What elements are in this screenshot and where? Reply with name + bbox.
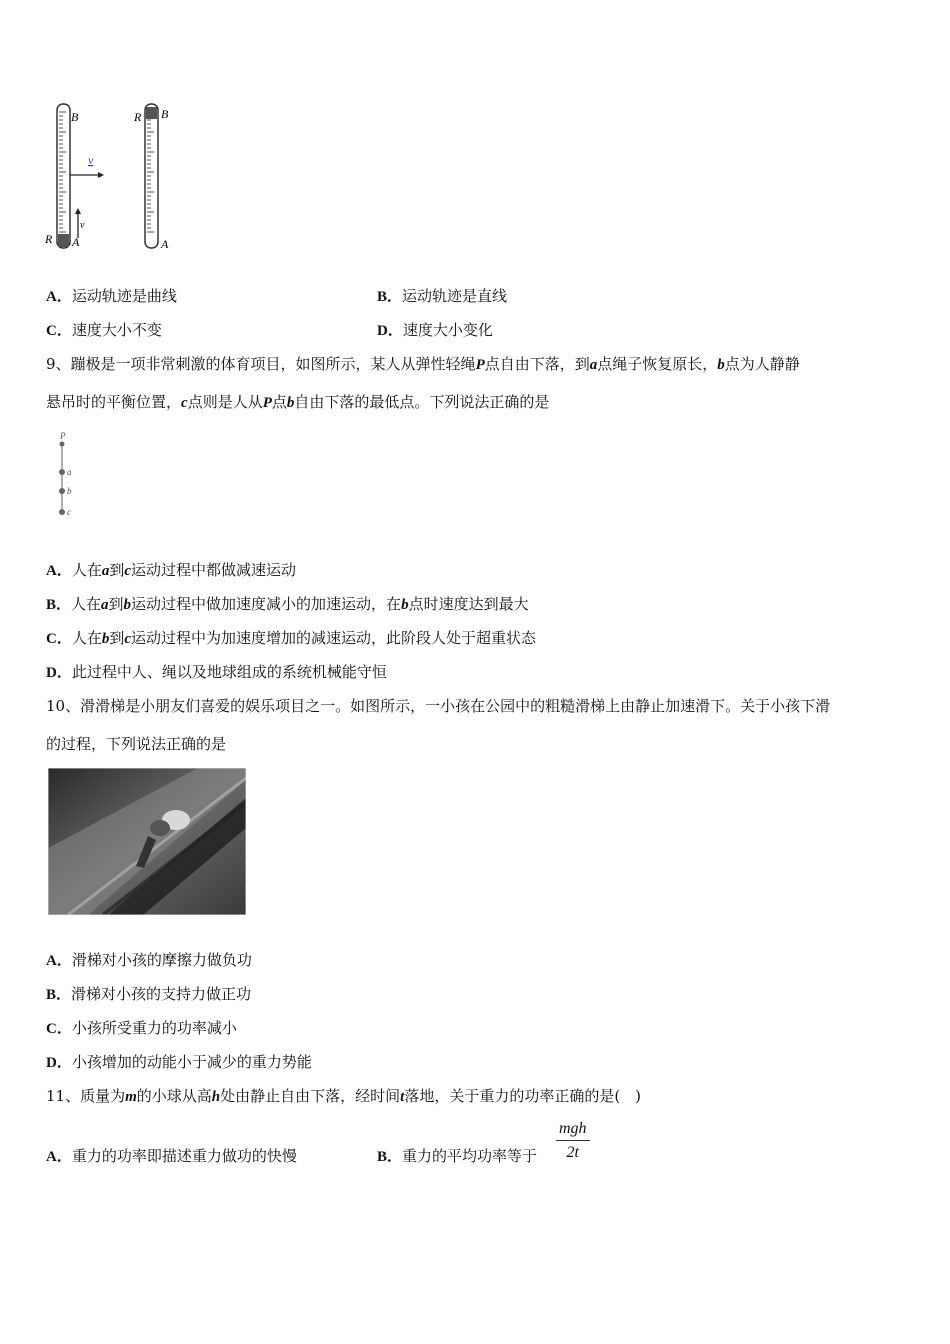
right-tube (145, 104, 158, 248)
point-b-label: b (67, 486, 72, 496)
q8-option-b[interactable]: B．运动轨迹是直线 (377, 287, 508, 305)
fraction-numerator: mgh (556, 1120, 590, 1141)
q10-stem-line1: 10、滑滑梯是小朋友们喜爱的娱乐项目之一。如图所示，一小孩在公园中的粗糙滑梯上由静止加速滑下。关于小孩下滑 (46, 697, 831, 715)
q8-tube-diagram (40, 98, 190, 258)
q9-option-b[interactable]: B．人在a到b运动过程中做加速度减小的加速运动，在b点时速度达到最大 (46, 595, 529, 613)
q9-option-d[interactable]: D．此过程中人、绳以及地球组成的系统机械能守恒 (46, 663, 387, 681)
q10-slide-photo (48, 768, 246, 915)
fraction-denominator: 2t (566, 1144, 579, 1161)
q10-option-a[interactable]: A．滑梯对小孩的摩擦力做负功 (46, 951, 252, 969)
q11-stem: 11、质量为m的小球从高h处由静止自由下落，经时间t落地，关于重力的功率正确的是( ) (46, 1087, 642, 1105)
point-P-label: P (60, 431, 66, 441)
q11-option-a[interactable]: A．重力的功率即描述重力做功的快慢 (46, 1147, 297, 1165)
q8-option-a[interactable]: A．运动轨迹是曲线 (46, 287, 177, 305)
q11-option-b[interactable]: B．重力的平均功率等于 (377, 1147, 538, 1165)
q8-option-d[interactable]: D．速度大小变化 (377, 321, 493, 339)
label-B-right: B (161, 107, 169, 121)
q9-option-a[interactable]: A．人在a到c运动过程中都做减速运动 (46, 561, 297, 579)
label-R-left: R (45, 232, 53, 246)
q9-stem-line1: 9、蹦极是一项非常刺激的体育项目，如图所示，某人从弹性轻绳P点自由下落，到a点绳子恢复原长，b点为人静静 (46, 355, 800, 373)
label-A-right: A (161, 237, 169, 251)
q8-option-c[interactable]: C．速度大小不变 (46, 321, 162, 339)
label-R-right: R (134, 110, 142, 124)
q11-fraction (556, 1120, 590, 1162)
left-tube (57, 104, 70, 248)
point-a-label: a (67, 467, 72, 477)
point-c-label: c (67, 507, 71, 517)
q10-option-c[interactable]: C．小孩所受重力的功率减小 (46, 1019, 237, 1037)
label-B-left: B (71, 110, 79, 124)
q9-option-c[interactable]: C．人在b到c运动过程中为加速度增加的减速运动，此阶段人处于超重状态 (46, 629, 537, 647)
label-v-right: v (88, 153, 94, 167)
label-v-up: v (80, 220, 85, 231)
label-A-left: A (72, 235, 80, 249)
q10-option-d[interactable]: D．小孩增加的动能小于减少的重力势能 (46, 1053, 312, 1071)
q10-option-b[interactable]: B．滑梯对小孩的支持力做正功 (46, 985, 252, 1003)
q9-stem-line2: 悬吊时的平衡位置，c点则是人从P点b自由下落的最低点。下列说法正确的是 (46, 393, 550, 411)
q9-bungee-diagram (50, 428, 90, 520)
q10-stem-line2: 的过程，下列说法正确的是 (46, 735, 227, 753)
